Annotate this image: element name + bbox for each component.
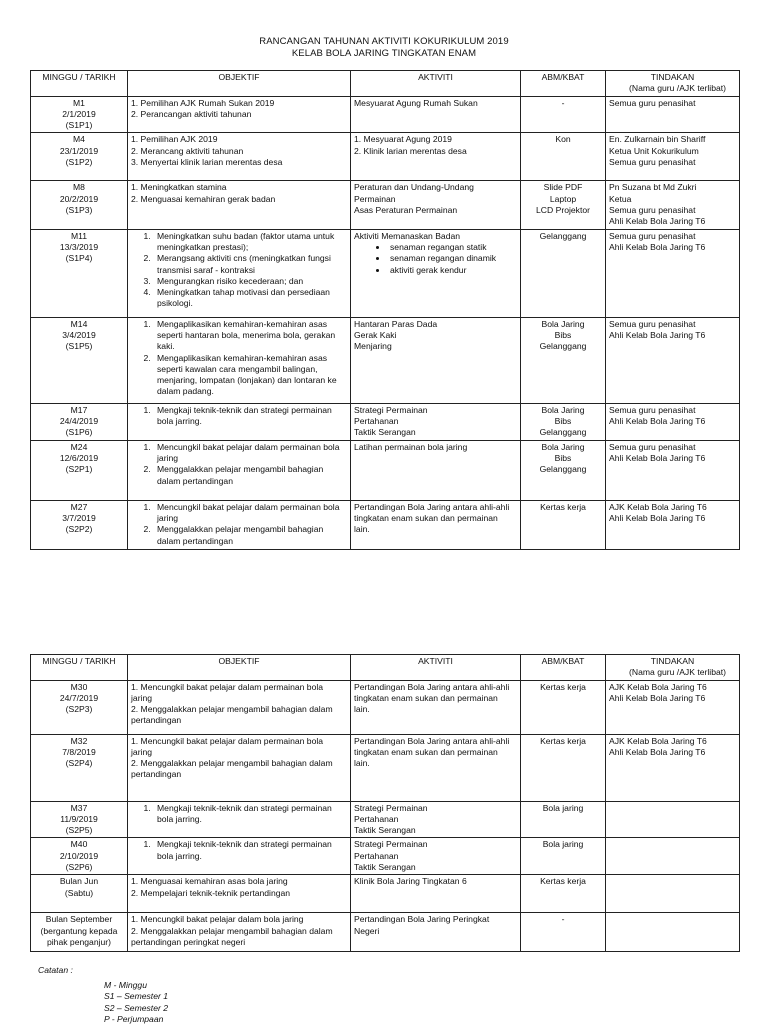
objective-line: 1. Mencungkil bakat pelajar dalam bola jaring (131, 914, 304, 925)
week-date-line: (S1P5) (65, 341, 93, 352)
abm-cell (521, 403, 606, 440)
action-cell (606, 801, 740, 838)
table-row (31, 801, 740, 838)
abm-line: Laptop (549, 193, 577, 204)
objective-line: dalam padang. (157, 386, 214, 397)
activity-line: Pertahanan (354, 850, 399, 861)
action-line: AJK Kelab Bola Jaring T6 (609, 735, 707, 746)
objective-line: 1. Mencungkil bakat pelajar dalam permainan bola (157, 501, 340, 512)
abm-line: Gelanggang (539, 464, 587, 475)
activity-line: tingkatan enam sukan dan permainan (354, 746, 498, 757)
abm-cell (521, 181, 606, 229)
week-date-line: (Sabtu) (64, 887, 94, 898)
abm-line: LCD Projektor (536, 205, 590, 216)
objective-cell (128, 680, 351, 734)
activity-line: Pertandingan Bola Jaring Peringkat (354, 914, 490, 925)
action-line: Semua guru penasihat (609, 230, 696, 241)
objective-line: 1. Pemilihan AJK 2019 (131, 134, 218, 145)
objective-line: 2. Merancang aktiviti tahunan (131, 145, 244, 156)
week-date-line: (S1P6) (65, 427, 93, 438)
note-item: M - Minggu (104, 979, 147, 990)
objective-list (131, 405, 347, 428)
activity-bullet-list (354, 242, 517, 276)
abm-cell (521, 440, 606, 500)
table-row (31, 229, 740, 317)
activity-line: Pertahanan (354, 415, 399, 426)
week-date-line: 3/4/2019 (62, 329, 96, 340)
week-date-line: (S2P6) (65, 862, 93, 873)
action-cell (606, 913, 740, 952)
abm-line: Bibs (554, 329, 572, 340)
objective-line: 2. Mengaplikasikan kemahiran-kemahiran asas (157, 352, 328, 363)
objective-line: 1. Mengkaji teknik-teknik dan strategi permainan (157, 839, 332, 850)
header-tindakan-label: TINDAKAN (650, 656, 695, 666)
week-date-cell (31, 734, 128, 801)
week-date-line: (S2P5) (65, 825, 93, 836)
objective-list (131, 442, 347, 487)
action-line: En. Zulkarnain bin Shariff (609, 134, 706, 145)
action-cell (606, 317, 740, 403)
header-tindakan-sub: (Nama guru /AJK terlibat) (629, 667, 726, 678)
abm-cell (521, 317, 606, 403)
objective-line: pertandingan peringkat negeri (131, 936, 246, 947)
table-row (31, 838, 740, 875)
week-date-cell (31, 913, 128, 952)
objective-cell (128, 734, 351, 801)
action-cell (606, 229, 740, 317)
activity-cell (351, 317, 521, 403)
action-cell (606, 403, 740, 440)
activity-cell (351, 801, 521, 838)
objective-line: 2. Menguasai kemahiran gerak badan (131, 193, 276, 204)
activity-bullet: • senaman regangan dinamik (388, 253, 517, 264)
objective-line: jaring (157, 452, 179, 463)
abm-line: Bola Jaring (541, 441, 585, 452)
objective-item (153, 231, 347, 254)
objective-line: seperti hantaran bola, menerima bola, gerakan (157, 329, 336, 340)
activity-cell (351, 133, 521, 181)
week-date-cell (31, 838, 128, 875)
table-row (31, 133, 740, 181)
objective-line: 1. Mengkaji teknik-teknik dan strategi permainan (157, 802, 332, 813)
activity-line: tingkatan enam sukan dan permainan (354, 692, 498, 703)
action-line: Pn Suzana bt Md Zukri (609, 182, 697, 193)
objective-line: 1. Mencungkil bakat pelajar dalam permainan bola (131, 735, 324, 746)
objective-cell (128, 838, 351, 875)
header-abm: ABM/KBAT (521, 655, 606, 681)
table-row (31, 96, 740, 133)
activity-cell (351, 500, 521, 549)
objective-cell (128, 96, 351, 133)
objective-line: bola jarring. (157, 850, 202, 861)
abm-line: Gelanggang (539, 230, 587, 241)
table-row (31, 680, 740, 734)
action-line: Ahli Kelab Bola Jaring T6 (609, 692, 706, 703)
header-aktiviti: AKTIVITI (351, 655, 521, 681)
header-objektif: OBJEKTIF (128, 655, 351, 681)
objective-cell (128, 875, 351, 913)
week-date-line: 7/8/2019 (62, 746, 96, 757)
table-row (31, 403, 740, 440)
week-date-cell (31, 317, 128, 403)
abm-cell (521, 838, 606, 875)
activity-cell (351, 838, 521, 875)
header-objektif: OBJEKTIF (128, 71, 351, 97)
document-subtitle: KELAB BOLA JARING TINGKATAN ENAM (291, 48, 477, 59)
objective-line: menjaring, lompatan (lonjakan) dan lontaran ke (157, 375, 337, 386)
abm-cell (521, 875, 606, 913)
activity-cell (351, 403, 521, 440)
activity-line: tingkatan enam sukan dan permainan (354, 512, 498, 523)
week-date-line: M4 (73, 134, 85, 145)
action-cell (606, 680, 740, 734)
header-minggu: MINGGU / TARIKH (31, 71, 128, 97)
objective-list (131, 839, 347, 862)
objective-item (153, 803, 347, 826)
activity-line: Strategi Permainan (354, 404, 428, 415)
objective-item (153, 839, 347, 862)
abm-cell (521, 500, 606, 549)
week-date-cell (31, 133, 128, 181)
abm-cell (521, 680, 606, 734)
week-date-line: (S1P4) (65, 253, 93, 264)
objective-list (131, 319, 347, 398)
objective-line: psikologi. (157, 298, 193, 309)
objective-line: 1. Mencungkil bakat pelajar dalam permainan bola (157, 441, 340, 452)
objective-cell (128, 317, 351, 403)
week-date-line: (bergantung kepada (40, 925, 118, 936)
week-date-cell (31, 96, 128, 133)
notes-label: Catatan : (38, 965, 73, 975)
week-date-line: 2/10/2019 (59, 850, 99, 861)
objective-item (153, 524, 347, 547)
note-item: P - Perjumpaan (104, 1014, 164, 1024)
week-date-cell (31, 875, 128, 913)
objective-cell (128, 801, 351, 838)
table-row (31, 875, 740, 913)
week-date-line: (S1P2) (65, 157, 93, 168)
week-date-line: 24/7/2019 (59, 692, 99, 703)
abm-line: Kertas kerja (540, 876, 586, 887)
objective-cell (128, 913, 351, 952)
action-cell (606, 734, 740, 801)
activity-line: Strategi Permainan (354, 839, 428, 850)
action-cell (606, 181, 740, 229)
abm-line: Kertas kerja (540, 735, 586, 746)
activity-cell (351, 181, 521, 229)
objective-line: 2. Menggalakkan pelajar mengambil bahagian dalam (131, 704, 333, 715)
abm-cell (521, 96, 606, 133)
action-line: Ahli Kelab Bola Jaring T6 (609, 329, 706, 340)
plan-table-2 (30, 654, 740, 952)
objective-line: 1. Mengaplikasikan kemahiran-kemahiran asas (157, 318, 328, 329)
activity-line: Pertandingan Bola Jaring antara ahli-ahli (354, 735, 510, 746)
abm-cell (521, 801, 606, 838)
abm-line: Bibs (554, 415, 572, 426)
objective-line: 2. Merangsang aktiviti cns (meningkatkan fungsi (157, 253, 331, 264)
action-cell (606, 440, 740, 500)
objective-item (153, 353, 347, 398)
activity-line: Klinik Bola Jaring Tingkatan 6 (354, 876, 467, 887)
week-date-line: (S1P1) (65, 120, 93, 131)
objective-cell (128, 500, 351, 549)
week-date-line: Bulan Jun (59, 876, 99, 887)
objective-line: 3. Mengurangkan risiko kecederaan; dan (157, 275, 304, 286)
table-row (31, 317, 740, 403)
objective-line: jaring (157, 512, 179, 523)
abm-line: Bola jaring (542, 839, 584, 850)
activity-line: Pertandingan Bola Jaring antara ahli-ahli (354, 681, 510, 692)
activity-cell (351, 734, 521, 801)
objective-line: 1. Meningkatkan stamina (131, 182, 227, 193)
objective-line: 1. Mengkaji teknik-teknik dan strategi permainan (157, 404, 332, 415)
objective-list (131, 803, 347, 826)
activity-line: Latihan permainan bola jaring (354, 441, 468, 452)
note-item: S2 – Semester 2 (104, 1002, 169, 1013)
action-line: Ketua Unit Kokurikulum (609, 145, 699, 156)
week-date-cell (31, 801, 128, 838)
objective-line: dalam pertandingan (157, 475, 233, 486)
activity-bullet: • aktiviti gerak kendur (388, 265, 517, 276)
table-row (31, 440, 740, 500)
objective-line: 4. Meningkatkan tahap motivasi dan persediaan (157, 287, 330, 298)
plan-table-1 (30, 70, 740, 550)
action-line: Semua guru penasihat (609, 205, 696, 216)
objective-cell (128, 133, 351, 181)
week-date-line: M24 (70, 441, 88, 452)
week-date-line: 12/6/2019 (59, 452, 99, 463)
abm-line: Kon (555, 134, 571, 145)
objective-list (131, 231, 347, 310)
abm-cell (521, 133, 606, 181)
table-row (31, 500, 740, 549)
objective-item (153, 464, 347, 487)
activity-line: Negeri (354, 925, 380, 936)
header-tindakan (606, 655, 740, 681)
week-date-cell (31, 403, 128, 440)
activity-line: Taktik Serangan (354, 427, 416, 438)
objective-line: seperti kawalan cara mengambil balingan, (157, 363, 318, 374)
objective-line: 1. Pemilihan AJK Rumah Sukan 2019 (131, 97, 275, 108)
objective-line: kaki. (157, 341, 175, 352)
action-cell (606, 838, 740, 875)
objective-line: jaring (131, 746, 153, 757)
activity-line: lain. (354, 758, 370, 769)
objective-cell (128, 229, 351, 317)
abm-line: Gelanggang (539, 427, 587, 438)
action-line: AJK Kelab Bola Jaring T6 (609, 501, 707, 512)
activity-line: 1. Mesyuarat Agung 2019 (354, 134, 452, 145)
action-line: Ahli Kelab Bola Jaring T6 (609, 241, 706, 252)
objective-line: 2. Menggalakkan pelajar mengambil bahagian dalam (131, 925, 333, 936)
objective-line: 2. Menggalakkan pelajar mengambil bahagian (157, 464, 324, 475)
action-line: Semua guru penasihat (609, 404, 696, 415)
objective-line: 3. Menyertai klinik larian merentas desa (131, 157, 283, 168)
week-date-line: Bulan September (45, 914, 113, 925)
objective-item (153, 287, 347, 310)
objective-line: meningkatkan prestasi); (157, 241, 249, 252)
abm-line: Gelanggang (539, 341, 587, 352)
objective-line: 1. Meningkatkan suhu badan (faktor utama untuk (157, 230, 335, 241)
activity-cell (351, 229, 521, 317)
abm-line: - (561, 914, 565, 925)
activity-bullet: • senaman regangan statik (388, 242, 517, 253)
header-aktiviti: AKTIVITI (351, 71, 521, 97)
activity-line: Strategi Permainan (354, 802, 428, 813)
abm-line: - (561, 97, 565, 108)
action-cell (606, 875, 740, 913)
week-date-cell (31, 680, 128, 734)
activity-line: Aktiviti Memanaskan Badan (354, 230, 461, 241)
week-date-line: M27 (70, 501, 88, 512)
week-date-line: (S1P3) (65, 205, 93, 216)
activity-cell (351, 875, 521, 913)
week-date-line: 3/7/2019 (62, 512, 96, 523)
action-line: Ahli Kelab Bola Jaring T6 (609, 746, 706, 757)
abm-line: Bola Jaring (541, 318, 585, 329)
document-title: RANCANGAN TAHUNAN AKTIVITI KOKURIKULUM 2019 (259, 36, 509, 47)
week-date-line: M14 (70, 318, 88, 329)
objective-line: 2. Menggalakkan pelajar mengambil bahagian dalam (131, 758, 333, 769)
activity-line: 2. Klinik larian merentas desa (354, 145, 467, 156)
header-tindakan (606, 71, 740, 97)
week-date-line: M11 (70, 230, 88, 241)
objective-item (153, 253, 347, 276)
abm-line: Slide PDF (543, 182, 583, 193)
objective-line: bola jarring. (157, 813, 202, 824)
week-date-line: 11/9/2019 (60, 813, 98, 824)
week-date-cell (31, 500, 128, 549)
week-date-line: 20/2/2019 (59, 193, 99, 204)
week-date-line: M8 (73, 182, 85, 193)
objective-item (153, 442, 347, 465)
activity-line: Pertahanan (354, 813, 399, 824)
abm-line: Bola Jaring (541, 404, 585, 415)
activity-cell (351, 680, 521, 734)
objective-line: transmisi saraf - kontraksi (157, 264, 255, 275)
activity-line: Menjaring (354, 341, 392, 352)
objective-line: 1. Menguasai kemahiran asas bola jaring (131, 876, 288, 887)
abm-cell (521, 734, 606, 801)
abm-line: Kertas kerja (540, 681, 586, 692)
abm-line: Kertas kerja (540, 501, 586, 512)
week-date-line: M1 (73, 97, 85, 108)
week-date-line: M32 (70, 735, 88, 746)
action-line: Ahli Kelab Bola Jaring T6 (609, 415, 706, 426)
activity-line: Pertandingan Bola Jaring antara ahli-ahli (354, 501, 510, 512)
activity-line: Permainan (354, 193, 396, 204)
abm-cell (521, 913, 606, 952)
notes-section (38, 965, 168, 1026)
objective-item (153, 405, 347, 428)
table-row (31, 181, 740, 229)
action-line: Ahli Kelab Bola Jaring T6 (609, 512, 706, 523)
week-date-line: 23/1/2019 (59, 145, 99, 156)
objective-item (153, 502, 347, 525)
activity-line: Hantaran Paras Dada (354, 318, 438, 329)
note-item: S1 – Semester 1 (104, 991, 169, 1001)
action-cell (606, 96, 740, 133)
activity-line: Asas Peraturan Permainan (354, 205, 458, 216)
activity-line: Mesyuarat Agung Rumah Sukan (354, 97, 478, 108)
week-date-line: 13/3/2019 (59, 241, 99, 252)
objective-item (153, 319, 347, 353)
objective-line: 2. Mempelajari teknik-teknik pertandingan (131, 887, 291, 898)
activity-line: Peraturan dan Undang-Undang (354, 182, 474, 193)
objective-item (153, 276, 347, 287)
action-cell (606, 133, 740, 181)
activity-cell (351, 96, 521, 133)
action-cell (606, 500, 740, 549)
action-line: AJK Kelab Bola Jaring T6 (609, 681, 707, 692)
activity-cell (351, 440, 521, 500)
table-row (31, 913, 740, 952)
table-row (31, 734, 740, 801)
week-date-line: (S2P3) (65, 704, 93, 715)
week-date-line: 2/1/2019 (62, 108, 96, 119)
week-date-line: pihak penganjur) (46, 936, 112, 947)
abm-line: Bibs (554, 452, 572, 463)
abm-line: Bola jaring (542, 802, 584, 813)
week-date-line: 24/4/2019 (59, 415, 99, 426)
week-date-cell (31, 181, 128, 229)
header-minggu: MINGGU / TARIKH (31, 655, 128, 681)
objective-line: 2. Menggalakkan pelajar mengambil bahagian (157, 524, 324, 535)
activity-cell (351, 913, 521, 952)
objective-line: pertandingan (131, 715, 182, 726)
week-date-cell (31, 440, 128, 500)
action-line: Semua guru penasihat (609, 97, 696, 108)
action-line: Ahli Kelab Bola Jaring T6 (609, 452, 706, 463)
objective-cell (128, 440, 351, 500)
objective-line: 1. Mencungkil bakat pelajar dalam permainan bola (131, 681, 324, 692)
header-abm: ABM/KBAT (521, 71, 606, 97)
week-date-line: (S2P4) (65, 758, 93, 769)
week-date-line: (S2P1) (65, 464, 93, 475)
activity-line: lain. (354, 524, 370, 535)
action-line: Ketua (609, 193, 632, 204)
action-line: Semua guru penasihat (609, 318, 696, 329)
abm-cell (521, 229, 606, 317)
action-line: Semua guru penasihat (609, 441, 696, 452)
week-date-line: M40 (70, 839, 88, 850)
objective-cell (128, 181, 351, 229)
objective-line: 2. Perancangan aktiviti tahunan (131, 108, 252, 119)
week-date-cell (31, 229, 128, 317)
objective-line: dalam pertandingan (157, 535, 233, 546)
objective-line: jaring (131, 692, 153, 703)
objective-line: bola jarring. (157, 415, 202, 426)
action-line: Semua guru penasihat (609, 157, 696, 168)
activity-line: Taktik Serangan (354, 825, 416, 836)
week-date-line: M37 (70, 802, 88, 813)
action-line: Ahli Kelab Bola Jaring T6 (609, 216, 706, 227)
objective-line: pertandingan (131, 769, 182, 780)
header-tindakan-sub: (Nama guru /AJK terlibat) (629, 83, 726, 94)
activity-line: lain. (354, 704, 370, 715)
activity-line: Gerak Kaki (354, 329, 397, 340)
week-date-line: M30 (70, 681, 88, 692)
week-date-line: M17 (70, 404, 88, 415)
week-date-line: (S2P2) (65, 524, 93, 535)
header-tindakan-label: TINDAKAN (650, 72, 695, 82)
objective-list (131, 502, 347, 547)
activity-line: Taktik Serangan (354, 862, 416, 873)
objective-cell (128, 403, 351, 440)
